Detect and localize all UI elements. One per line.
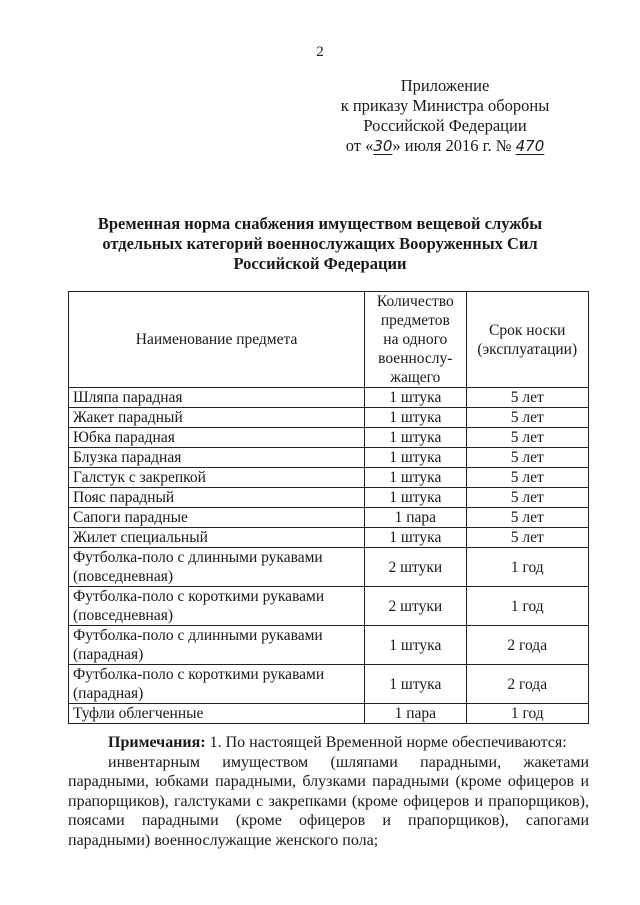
document-title <box>60 214 580 274</box>
cell-item-name: Жилет специальный <box>69 528 365 548</box>
cell-quantity: 1 пара <box>365 508 466 528</box>
header-quantity-line: жащего <box>390 369 441 386</box>
cell-quantity: 1 штука <box>365 388 466 408</box>
table-row <box>69 408 589 428</box>
table-row <box>69 508 589 528</box>
header-quantity-line: предметов <box>380 312 450 329</box>
cell-wear-term: 5 лет <box>466 508 589 528</box>
item-name-line: Футболка-поло с длинными рукавами <box>73 549 323 566</box>
appendix-line-3: Российской Федерации <box>363 116 527 135</box>
cell-item-name: Туфли облегченные <box>69 704 365 724</box>
appendix-line-2: к приказу Министра обороны <box>340 96 550 115</box>
cell-quantity: 1 штука <box>365 468 466 488</box>
table-row <box>69 468 589 488</box>
title-line-2: отдельных категорий военнослужащих Вооруженных Сил <box>102 234 538 253</box>
notes-body: инвентарным имуществом (шляпами парадными, жакетами парадными, юбками парадными, блузками парадными (кроме офицеров и прапорщиков), галстуками с закрепками (кроме офицеров и прапорщиков), поясами парадными (кроме офицеров и прапорщиков), сапогами парадными) военнослужащие женского пола; <box>68 753 589 849</box>
table-row <box>69 548 589 587</box>
item-name-line: (повседневная) <box>73 568 174 585</box>
date-middle: » июля 2016 г. № <box>392 136 512 155</box>
cell-item-name <box>69 587 365 626</box>
header-term-line: Срок носки <box>489 321 566 339</box>
cell-quantity: 1 штука <box>365 488 466 508</box>
notes-section <box>68 733 589 851</box>
item-name-line: (парадная) <box>73 685 144 702</box>
table-row <box>69 665 589 704</box>
header-quantity-line: Количество <box>376 293 454 310</box>
title-line-1: Временная норма снабжения имуществом вещевой службы <box>97 214 543 233</box>
cell-quantity: 1 пара <box>365 704 466 724</box>
cell-item-name: Галстук с закрепкой <box>69 468 365 488</box>
item-name-line: Футболка-поло с короткими рукавами <box>73 588 325 605</box>
handwritten-day: 30 <box>373 137 393 155</box>
cell-quantity: 1 штука <box>365 665 466 704</box>
cell-wear-term: 5 лет <box>466 388 589 408</box>
cell-wear-term: 5 лет <box>466 448 589 468</box>
cell-quantity: 1 штука <box>365 408 466 428</box>
table-row <box>69 587 589 626</box>
table-row <box>69 388 589 408</box>
header-wear-term <box>466 292 589 388</box>
notes-intro: 1. По настоящей Временной норме обеспечиваются: <box>205 734 567 751</box>
cell-quantity: 1 штука <box>365 448 466 468</box>
cell-quantity: 2 штуки <box>365 587 466 626</box>
item-name-line: Футболка-поло с короткими рукавами <box>73 666 325 683</box>
handwritten-order-number: 470 <box>515 137 545 155</box>
date-prefix: от « <box>345 136 374 155</box>
cell-wear-term: 5 лет <box>466 468 589 488</box>
cell-wear-term: 1 год <box>466 704 589 724</box>
cell-wear-term: 2 года <box>466 665 589 704</box>
cell-wear-term: 5 лет <box>466 488 589 508</box>
cell-item-name <box>69 548 365 587</box>
appendix-date-line <box>330 136 560 156</box>
cell-quantity: 1 штука <box>365 626 466 665</box>
cell-quantity: 1 штука <box>365 428 466 448</box>
header-term-line: (эксплуатации) <box>477 340 578 358</box>
item-name-line: (повседневная) <box>73 607 174 624</box>
cell-item-name <box>69 665 365 704</box>
cell-item-name <box>69 626 365 665</box>
cell-wear-term: 1 год <box>466 548 589 587</box>
cell-item-name: Блузка парадная <box>69 448 365 468</box>
header-item-name: Наименование предмета <box>69 292 365 388</box>
cell-item-name: Сапоги парадные <box>69 508 365 528</box>
table-row <box>69 528 589 548</box>
cell-item-name: Жакет парадный <box>69 408 365 428</box>
cell-quantity: 2 штуки <box>365 548 466 587</box>
cell-item-name: Шляпа парадная <box>69 388 365 408</box>
item-name-line: Футболка-поло с длинными рукавами <box>73 627 323 644</box>
table-row <box>69 488 589 508</box>
notes-first-line <box>68 733 589 753</box>
table-row <box>69 626 589 665</box>
cell-wear-term: 1 год <box>466 587 589 626</box>
cell-quantity: 1 штука <box>365 528 466 548</box>
table-row <box>69 428 589 448</box>
header-quantity <box>365 292 466 388</box>
header-quantity-line: на одного <box>383 331 448 348</box>
appendix-header <box>330 76 560 156</box>
cell-item-name: Пояс парадный <box>69 488 365 508</box>
item-name-line: (парадная) <box>73 646 144 663</box>
supply-norm-table <box>68 291 589 724</box>
cell-item-name: Юбка парадная <box>69 428 365 448</box>
title-line-3: Российской Федерации <box>233 254 407 273</box>
page-number: 2 <box>316 44 324 60</box>
header-quantity-line: военнослу- <box>378 350 453 367</box>
table-row <box>69 448 589 468</box>
appendix-line-1: Приложение <box>400 76 490 95</box>
table-header-row <box>69 292 589 388</box>
cell-wear-term: 5 лет <box>466 528 589 548</box>
cell-wear-term: 5 лет <box>466 428 589 448</box>
table-row <box>69 704 589 724</box>
cell-wear-term: 5 лет <box>466 408 589 428</box>
cell-wear-term: 2 года <box>466 626 589 665</box>
notes-label: Примечания: <box>108 734 206 751</box>
